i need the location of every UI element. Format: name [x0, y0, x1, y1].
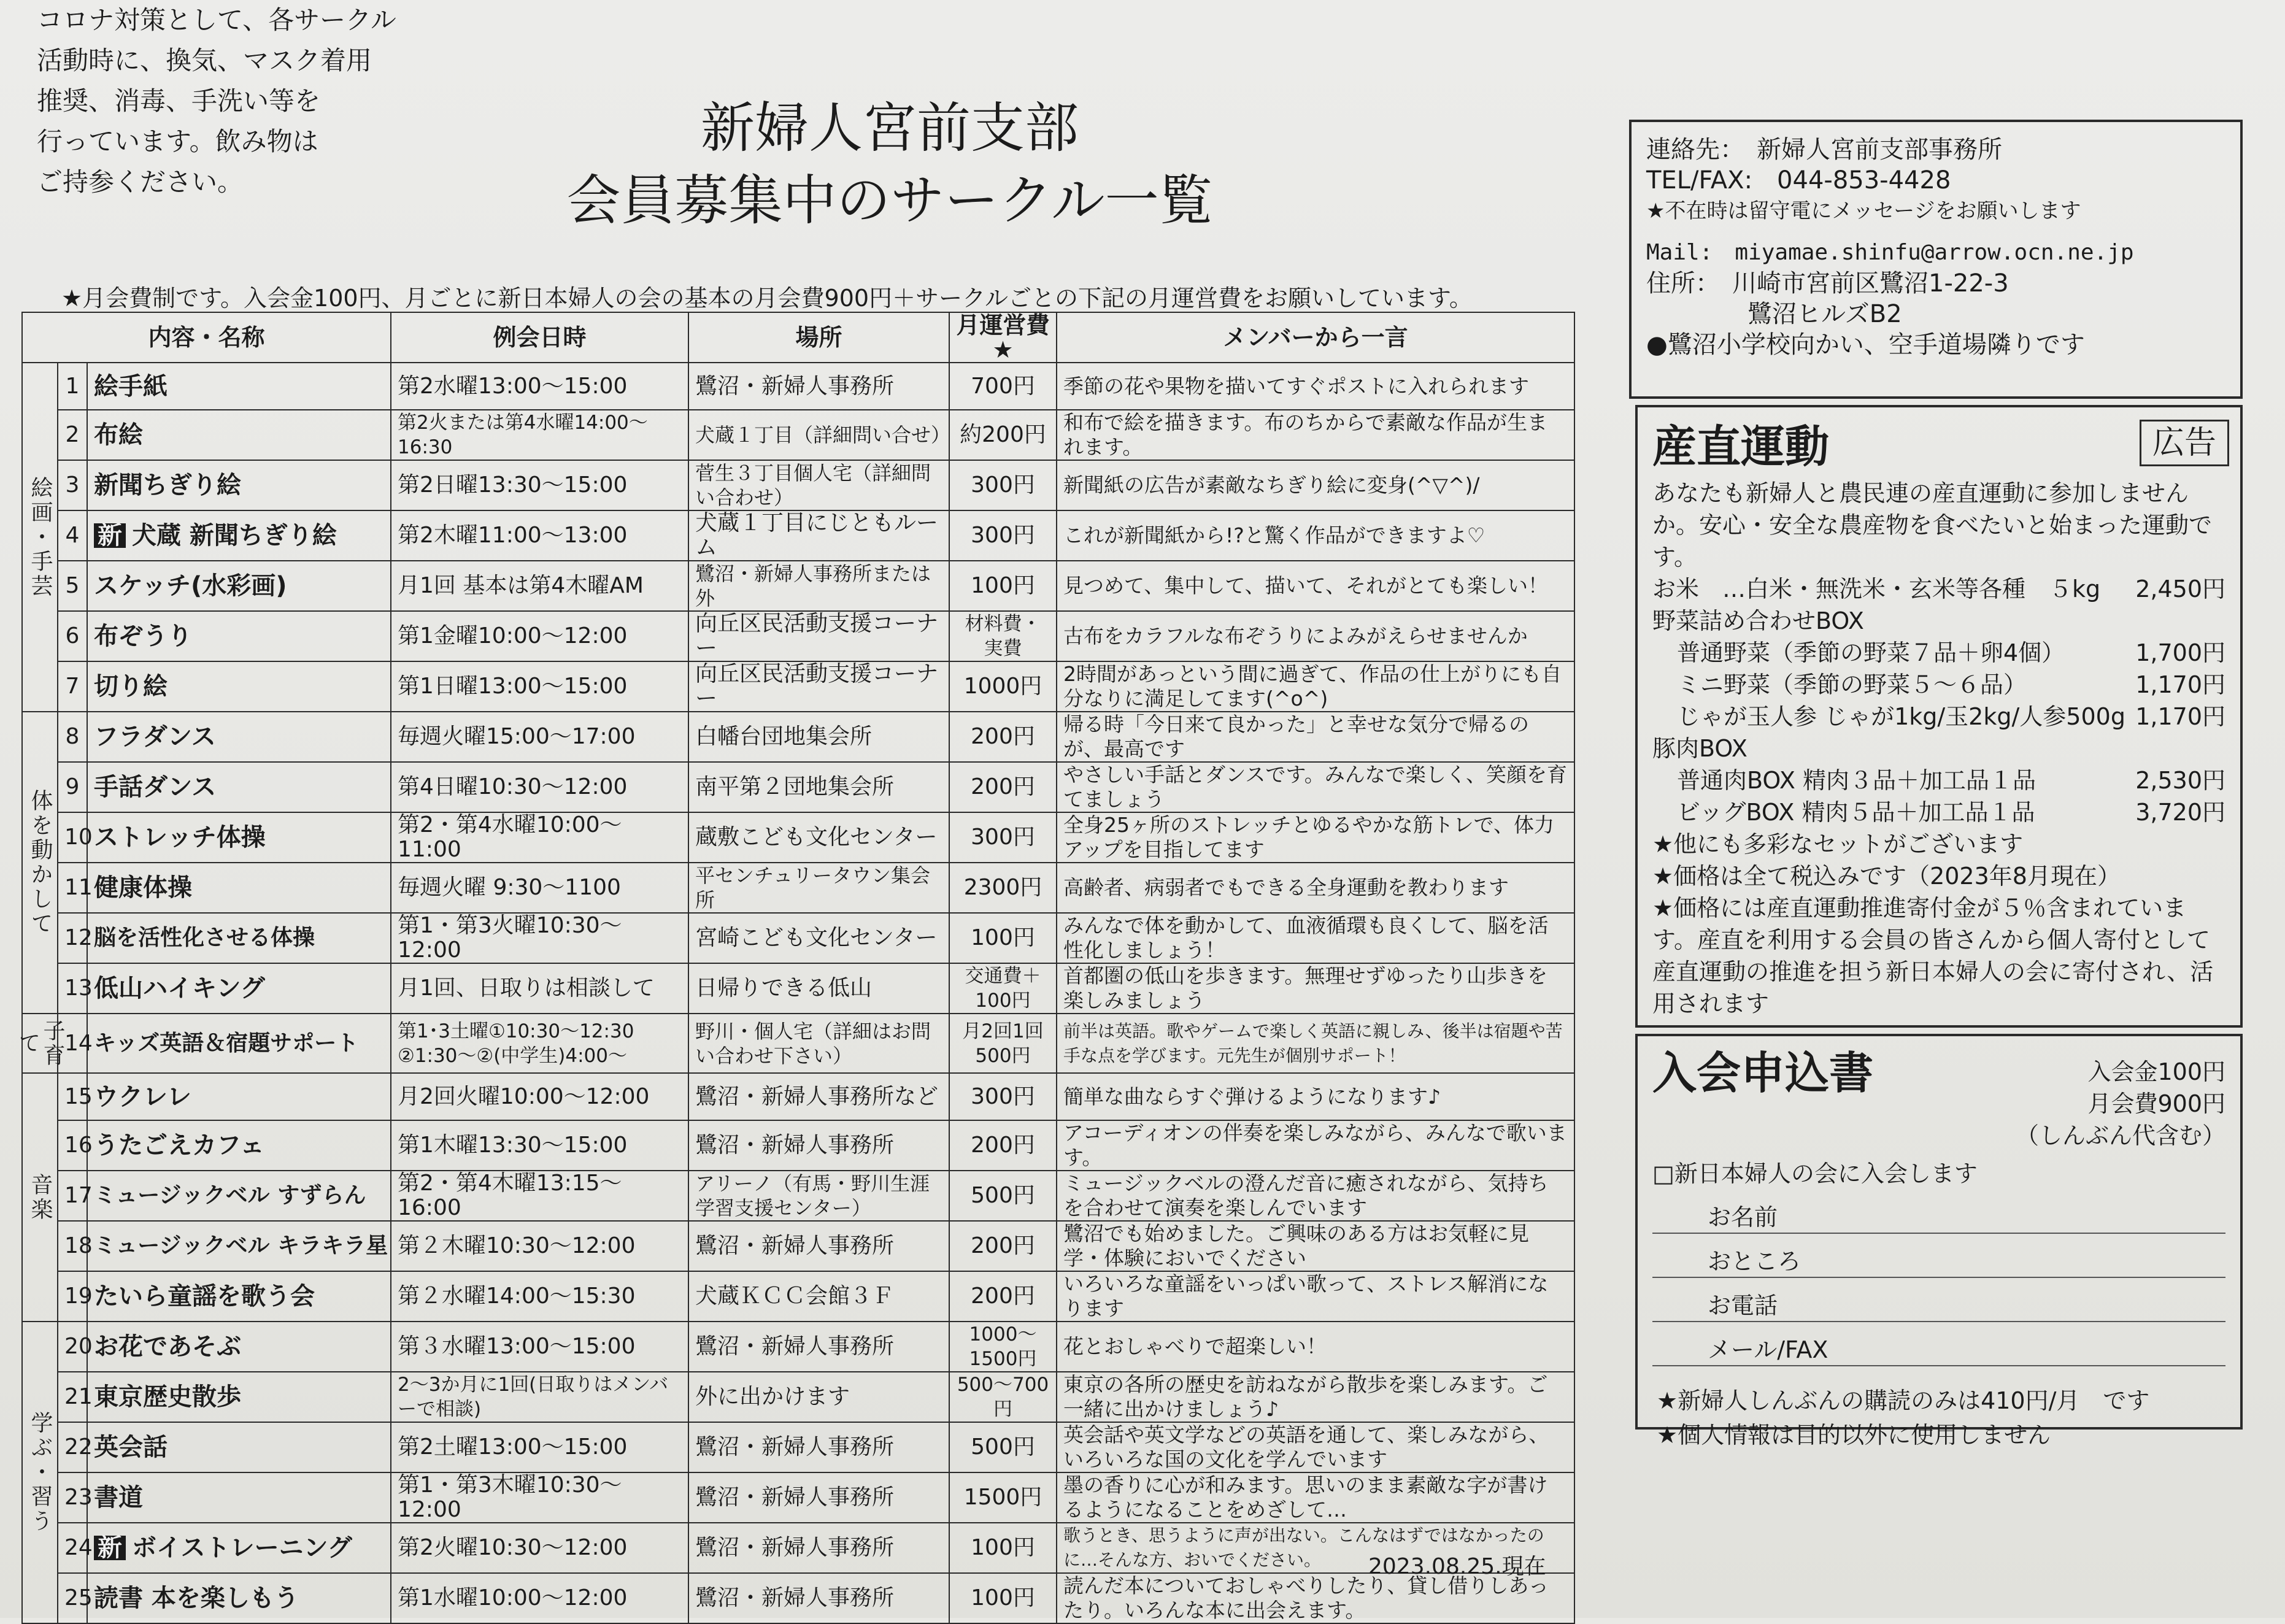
- category-cell: 音楽: [22, 1073, 58, 1322]
- page-title: [430, 92, 1350, 237]
- comment-cell: 全身25ヶ所のストレッチとゆるやかな筋トレで、体力アップを目指してます: [1057, 812, 1574, 863]
- table-row: [22, 1221, 1574, 1271]
- form-field[interactable]: お名前: [1652, 1190, 2225, 1234]
- table-row: [22, 762, 1574, 812]
- place-cell: 日帰りできる低山: [688, 963, 949, 1014]
- circle-name-text: 絵手紙: [94, 372, 168, 401]
- table-row: [22, 410, 1574, 460]
- application-notes: [1657, 1383, 2240, 1452]
- place-cell: 鷺沼・新婦人事務所: [688, 1523, 949, 1573]
- sanchoku-heading: 産直運動: [1652, 421, 1830, 472]
- table-row: [22, 1372, 1574, 1422]
- schedule-cell: 第4日曜10:30～12:00: [391, 762, 688, 812]
- comment-cell: 前半は英語。歌やゲームで楽しく英語に親しみ、後半は宿題や苦手な点を学びます。元先生が個別サポート！: [1057, 1014, 1574, 1073]
- form-field[interactable]: メール/FAX: [1652, 1322, 2225, 1366]
- fee-cell: 300円: [949, 1073, 1057, 1120]
- table-row: [22, 363, 1574, 410]
- price-label: ミニ野菜（季節の野菜５～６品）: [1677, 671, 2027, 698]
- sanchoku-note: ★価格には産直運動推進寄付金が５％含まれています。産直を利用する会員の皆さんから個人寄付として産直運動の推進を担う新日本婦人の会に寄付され、活用されます: [1652, 895, 2214, 1017]
- comment-cell: 首都圏の低山を歩きます。無理せずゆったり山歩きを楽しみましょう: [1057, 963, 1574, 1014]
- comment-cell: これが新聞紙から!?と驚く作品ができますよ♡: [1057, 510, 1574, 561]
- contact-address-building: 鷺沼ヒルズB2: [1747, 300, 1902, 328]
- fee-cell: 月2回1回500円: [949, 1014, 1057, 1073]
- sanchoku-note: ★価格は全て税込みです（2023年8月現在）: [1652, 863, 2121, 890]
- place-cell: 外に出かけます: [688, 1372, 949, 1422]
- comment-cell: アコーディオンの伴奏を楽しみながら、みんなで歌います。: [1057, 1120, 1574, 1171]
- sanchoku-intro: あなたも新婦人と農民連の産直運動に参加しませんか。安心・安全な農産物を食べたいと始まった運動です。: [1652, 480, 2213, 571]
- place-cell: 鷺沼・新婦人事務所: [688, 1422, 949, 1472]
- fee-cell: 1000～1500円: [949, 1322, 1057, 1372]
- schedule-cell: 第1･3土曜①10:30～12:30 ②1:30～②(中学生)4:00～: [391, 1014, 688, 1073]
- circle-name: [87, 363, 391, 410]
- comment-cell: 古布をカラフルな布ぞうりによみがえらせませんか: [1057, 611, 1574, 661]
- place-cell: 犬蔵１丁目にじともルーム: [688, 510, 949, 561]
- table-row: [22, 1120, 1574, 1171]
- schedule-cell: 第2・第4木曜13:15～16:00: [391, 1171, 688, 1221]
- row-number: 12: [58, 913, 87, 963]
- contact-absent-note: ★不在時は留守電にメッセージをお願いします: [1646, 199, 2081, 223]
- table-row: [22, 561, 1574, 611]
- row-number: 22: [58, 1422, 87, 1472]
- fee-cell: 200円: [949, 762, 1057, 812]
- fee-cell: 500～700円: [949, 1372, 1057, 1422]
- place-cell: 鷺沼・新婦人事務所: [688, 1120, 949, 1171]
- comment-cell: みんなで体を動かして、血液循環も良くして、脳を活性化しましょう！: [1057, 913, 1574, 963]
- row-number: 2: [58, 410, 87, 460]
- schedule-cell: 第1・第3火曜10:30～12:00: [391, 913, 688, 963]
- category-cell: 体を動かして: [22, 712, 58, 1014]
- row-number: 10: [58, 812, 87, 863]
- circle-name-text: お花であそぶ: [94, 1333, 241, 1361]
- schedule-cell: 毎週火曜15:00～17:00: [391, 712, 688, 762]
- circle-name: [87, 913, 391, 963]
- place-cell: 鷺沼・新婦人事務所: [688, 1573, 949, 1623]
- pork-price-list: [1652, 764, 2225, 828]
- comment-cell: やさしい手話とダンスです。みんなで楽しく、笑顔を育てましょう: [1057, 762, 1574, 812]
- circle-name: [87, 963, 391, 1014]
- place-cell: 犬蔵ＫＣＣ会館３Ｆ: [688, 1271, 949, 1322]
- price-row: [1652, 701, 2225, 733]
- as-of-date: 2023.08.25.現在: [1368, 1554, 1546, 1579]
- row-number: 1: [58, 363, 87, 410]
- comment-cell: 読んだ本についておしゃべりしたり、貸し借りしあったり。いろんな本に出会えます。: [1057, 1573, 1574, 1623]
- header-place: 場所: [688, 312, 949, 363]
- table-row: [22, 1472, 1574, 1523]
- table-row: [22, 1073, 1574, 1120]
- circle-name-text: 手話ダンス: [94, 773, 217, 801]
- comment-cell: 見つめて、集中して、描いて、それがとても楽しい！: [1057, 561, 1574, 611]
- schedule-cell: 第1・第3木曜10:30～12:00: [391, 1472, 688, 1523]
- place-cell: 向丘区民活動支援コーナー: [688, 611, 949, 661]
- title-line-2: 会員募集中のサークル一覧: [566, 169, 1213, 232]
- circle-name-text: うたごえカフェ: [94, 1131, 264, 1160]
- price-value: 2,450円: [2135, 575, 2225, 602]
- ad-tag: 広告: [2140, 420, 2229, 466]
- circle-name: [87, 410, 391, 460]
- schedule-cell: 第1日曜13:00～15:00: [391, 661, 688, 712]
- comment-cell: 墨の香りに心が和みます。思いのまま素敵な字が書けるようになることをめざして…: [1057, 1472, 1574, 1523]
- circle-table: [15, 312, 1575, 1624]
- price-row-rice: [1652, 573, 2225, 605]
- fee-cell: 200円: [949, 712, 1057, 762]
- fee-cell: 交通費＋100円: [949, 963, 1057, 1014]
- fee-cell: 500円: [949, 1422, 1057, 1472]
- place-cell: アリーノ（有馬・野川生涯学習支援センター）: [688, 1171, 949, 1221]
- schedule-cell: 毎週火曜 9:30～1100: [391, 863, 688, 913]
- schedule-cell: 第２木曜10:30～12:00: [391, 1221, 688, 1271]
- row-number: 3: [58, 460, 87, 510]
- circle-name-text: ミュージックベル キラキラ星: [94, 1233, 388, 1258]
- application-form: [1635, 1034, 2243, 1430]
- comment-cell: 季節の花や果物を描いてすぐポストに入れられます: [1057, 363, 1574, 410]
- schedule-cell: 第1水曜10:00～12:00: [391, 1573, 688, 1623]
- comment-cell: 花とおしゃべりで超楽しい！: [1057, 1322, 1574, 1372]
- row-number: 21: [58, 1372, 87, 1422]
- price-label: じゃが玉人参 じゃが1kg/玉2kg/人参500g: [1677, 703, 2125, 730]
- fee-cell: 500円: [949, 1171, 1057, 1221]
- circle-name-text: 脳を活性化させる体操: [94, 925, 315, 950]
- price-label: 普通野菜（季節の野菜７品＋卵4個）: [1677, 639, 2065, 666]
- circle-name-text: 切り絵: [94, 672, 168, 701]
- place-cell: 鷺沼・新婦人事務所: [688, 1472, 949, 1523]
- category-cell: 学ぶ・習う: [22, 1322, 58, 1623]
- circle-name: [87, 1372, 391, 1422]
- fee-cell: 300円: [949, 812, 1057, 863]
- comment-cell: 歌うとき、思うように声が出ない。こんなはずではなかったのに…そんな方、おいでください。: [1057, 1523, 1574, 1573]
- admission-fee: 入会金100円: [2087, 1058, 2225, 1085]
- place-cell: 鷺沼・新婦人事務所: [688, 1221, 949, 1271]
- row-number: 15: [58, 1073, 87, 1120]
- schedule-cell: 第2日曜13:30～15:00: [391, 460, 688, 510]
- comment-cell: いろいろな童謡をいっぱい歌って、ストレス解消になります: [1057, 1271, 1574, 1322]
- table-row: [22, 812, 1574, 863]
- circle-name: [87, 863, 391, 913]
- place-cell: 南平第２団地集会所: [688, 762, 949, 812]
- join-checkbox[interactable]: □新日本婦人の会に入会します: [1652, 1160, 1978, 1187]
- row-number: 20: [58, 1322, 87, 1372]
- header-name: 内容・名称: [22, 312, 391, 363]
- contact-address: 住所： 川崎市宮前区鷺沼1-22-3: [1646, 269, 2009, 298]
- schedule-cell: 第1木曜13:30～15:00: [391, 1120, 688, 1171]
- circle-name: [87, 1014, 391, 1073]
- contact-box: [1629, 120, 2243, 399]
- category-cell: 絵画・手芸: [22, 363, 58, 712]
- fee-cell: 材料費・実費: [949, 611, 1057, 661]
- new-badge: 新: [94, 523, 126, 548]
- veg-box-title: 野菜詰め合わせBOX: [1652, 607, 1864, 634]
- price-label: ビッグBOX 精肉５品＋加工品１品: [1677, 799, 2035, 826]
- circle-name: [87, 762, 391, 812]
- header-comment: メンバーから一言: [1057, 312, 1574, 363]
- price-value: 3,720円: [2135, 799, 2225, 826]
- table-header-row: [22, 312, 1574, 363]
- circle-name-text: ボイストレーニング: [132, 1534, 352, 1562]
- circle-name: [87, 611, 391, 661]
- row-number: 13: [58, 963, 87, 1014]
- new-badge: 新: [94, 1536, 126, 1560]
- application-heading: 入会申込書: [1652, 1047, 1874, 1099]
- price-row: [1652, 796, 2225, 828]
- comment-cell: 鷺沼でも始めました。ご興味のある方はお気軽に見学・体験においでください: [1057, 1221, 1574, 1271]
- price-label: 普通肉BOX 精肉３品＋加工品１品: [1677, 767, 2036, 794]
- schedule-cell: 月1回、日取りは相談して: [391, 963, 688, 1014]
- row-number: 14: [58, 1014, 87, 1073]
- circle-name-text: 書道: [94, 1484, 143, 1512]
- form-field[interactable]: お電話: [1652, 1278, 2225, 1322]
- schedule-cell: 第1金曜10:00～12:00: [391, 611, 688, 661]
- price-row: [1652, 637, 2225, 669]
- schedule-cell: 第2火曜10:30～12:00: [391, 1523, 688, 1573]
- price-row: [1652, 764, 2225, 796]
- schedule-cell: 月1回 基本は第4木曜AM: [391, 561, 688, 611]
- application-note: ★個人情報は目的以外に使用しません: [1657, 1422, 2051, 1449]
- monthly-fee-note: （しんぶん代含む）: [2015, 1122, 2225, 1149]
- price-row: [1652, 669, 2225, 701]
- circle-name-text: 布絵: [94, 421, 143, 449]
- table-row: [22, 863, 1574, 913]
- fee-cell: 200円: [949, 1120, 1057, 1171]
- place-cell: 向丘区民活動支援コーナー: [688, 661, 949, 712]
- place-cell: 野川・個人宅（詳細はお問い合わせ下さい）: [688, 1014, 949, 1073]
- fee-cell: 2300円: [949, 863, 1057, 913]
- header-schedule: 例会日時: [391, 312, 688, 363]
- fee-cell: 100円: [949, 1523, 1057, 1573]
- place-cell: 鷺沼・新婦人事務所など: [688, 1073, 949, 1120]
- fee-cell: 100円: [949, 1573, 1057, 1623]
- row-number: 5: [58, 561, 87, 611]
- table-row: [22, 1523, 1574, 1573]
- header-fee: 月運営費★: [949, 312, 1057, 363]
- circle-name: [87, 510, 391, 561]
- comment-cell: 東京の各所の歴史を訪ねながら散歩を楽しみます。ご一緒に出かけましょう♪: [1057, 1372, 1574, 1422]
- fee-cell: 100円: [949, 561, 1057, 611]
- comment-cell: ミュージックベルの澄んだ音に癒されながら、気持ちを合わせて演奏を楽しんでいます: [1057, 1171, 1574, 1221]
- fee-cell: 約200円: [949, 410, 1057, 460]
- circle-name: [87, 1271, 391, 1322]
- fee-cell: 1500円: [949, 1472, 1057, 1523]
- table-row: [22, 1322, 1574, 1372]
- sanchoku-ad-box: [1635, 405, 2243, 1028]
- contact-landmark: ●鷺沼小学校向かい、空手道場隣りです: [1646, 331, 2085, 359]
- circle-name-text: 犬蔵 新聞ちぎり絵: [132, 521, 337, 550]
- table-row: [22, 963, 1574, 1014]
- row-number: 25: [58, 1573, 87, 1623]
- table-row: [22, 1573, 1574, 1623]
- title-line-1: 新婦人宮前支部: [700, 96, 1079, 160]
- comment-cell: 英会話や英文学などの英語を通して、楽しみながら、いろいろな国の文化を学んでいます: [1057, 1422, 1574, 1472]
- fee-cell: 100円: [949, 913, 1057, 963]
- circle-name: [87, 1472, 391, 1523]
- category-cell: 子育て: [22, 1014, 58, 1073]
- circle-name-text: 英会話: [94, 1433, 168, 1461]
- row-number: 18: [58, 1221, 87, 1271]
- circle-name: [87, 1523, 391, 1573]
- circle-name: [87, 1120, 391, 1171]
- circle-name-text: 新聞ちぎり絵: [94, 471, 241, 499]
- circle-name-text: 健康体操: [94, 874, 192, 902]
- fee-cell: 700円: [949, 363, 1057, 410]
- place-cell: 鷺沼・新婦人事務所: [688, 1322, 949, 1372]
- table-row: [22, 661, 1574, 712]
- schedule-cell: 第２水曜14:00～15:30: [391, 1271, 688, 1322]
- circle-name: [87, 1073, 391, 1120]
- contact-mail[interactable]: Mail: miyamae.shinfu@arrow.ocn.ne.jp: [1646, 240, 2134, 265]
- table-row: [22, 913, 1574, 963]
- circle-name: [87, 812, 391, 863]
- row-number: 11: [58, 863, 87, 913]
- place-cell: 犬蔵１丁目（詳細問い合せ）: [688, 410, 949, 460]
- circle-name: [87, 1322, 391, 1372]
- row-number: 16: [58, 1120, 87, 1171]
- row-number: 9: [58, 762, 87, 812]
- table-row: [22, 1171, 1574, 1221]
- form-field[interactable]: おところ: [1652, 1234, 2225, 1278]
- schedule-cell: 第2火または第4水曜14:00～16:30: [391, 410, 688, 460]
- circle-name-text: キッズ英語＆宿題サポート: [94, 1030, 359, 1056]
- circle-name-text: 布ぞうり: [94, 622, 192, 650]
- circle-name-text: ウクレレ: [94, 1082, 191, 1111]
- form-fields: [1652, 1190, 2225, 1366]
- circle-name: [87, 1171, 391, 1221]
- comment-cell: 新聞紙の広告が素敵なちぎり絵に変身(^▽^)/: [1057, 460, 1574, 510]
- row-number: 23: [58, 1472, 87, 1523]
- circle-name: [87, 1221, 391, 1271]
- circle-name-text: 読書 本を楽しもう: [94, 1584, 299, 1612]
- price-label: お米 …白米・無洗米・玄米等各種 ５kg: [1652, 575, 2101, 602]
- price-value: 1,170円: [2135, 671, 2225, 698]
- schedule-cell: 第2土曜13:00～15:00: [391, 1422, 688, 1472]
- circle-name-text: ストレッチ体操: [94, 823, 266, 852]
- circle-name-text: 低山ハイキング: [94, 974, 265, 1002]
- place-cell: 宮崎こども文化センター: [688, 913, 949, 963]
- sanchoku-note: ★他にも多彩なセットがございます: [1652, 831, 2024, 858]
- circle-name: [87, 460, 391, 510]
- schedule-cell: 2～3か月に1回(日取りはメンバーで相談): [391, 1372, 688, 1422]
- fee-cell: 300円: [949, 460, 1057, 510]
- circle-name-text: 東京歴史散歩: [94, 1383, 241, 1411]
- circle-name-text: たいら童謡を歌う会: [94, 1282, 315, 1310]
- circle-name: [87, 1422, 391, 1472]
- table-row: [22, 1271, 1574, 1322]
- table-row: [22, 611, 1574, 661]
- contact-line: 連絡先： 新婦人宮前支部事務所: [1646, 136, 2002, 164]
- row-number: 4: [58, 510, 87, 561]
- place-cell: 菅生３丁目個人宅（詳細問い合わせ）: [688, 460, 949, 510]
- row-number: 19: [58, 1271, 87, 1322]
- circle-name: [87, 661, 391, 712]
- circle-name-text: スケッチ(水彩画): [94, 572, 287, 600]
- circle-name-text: フラダンス: [94, 723, 216, 751]
- table-row: [22, 1422, 1574, 1472]
- comment-cell: 和布で絵を描きます。布のちからで素敵な作品が生まれます。: [1057, 410, 1574, 460]
- fee-cell: 300円: [949, 510, 1057, 561]
- place-cell: 鷺沼・新婦人事務所または外: [688, 561, 949, 611]
- table-row: [22, 1014, 1574, 1073]
- row-number: 17: [58, 1171, 87, 1221]
- corona-notice: コロナ対策として、各サークル 活動時に、換気、マスク着用 推奨、消毒、手洗い等を 行っています。飲み物は ご持参ください。: [37, 5, 396, 197]
- fee-cell: 1000円: [949, 661, 1057, 712]
- place-cell: 鷺沼・新婦人事務所: [688, 363, 949, 410]
- row-number: 7: [58, 661, 87, 712]
- monthly-fee: 月会費900円: [2087, 1090, 2225, 1117]
- fee-cell: 200円: [949, 1221, 1057, 1271]
- fee-cell: 200円: [949, 1271, 1057, 1322]
- row-number: 6: [58, 611, 87, 661]
- comment-cell: 2時間があっという間に過ぎて、作品の仕上がりにも自分なりに満足してます(^o^): [1057, 661, 1574, 712]
- comment-cell: 簡単な曲ならすぐ弾けるようになります♪: [1057, 1073, 1574, 1120]
- row-number: 8: [58, 712, 87, 762]
- circle-name-text: ミュージックベル すずらん: [94, 1183, 366, 1208]
- comment-cell: 帰る時「今日来て良かった」と幸せな気分で帰るのが、最高です: [1057, 712, 1574, 762]
- schedule-cell: 第2木曜11:00～13:00: [391, 510, 688, 561]
- fee-notice: ★月会費制です。入会金100円、月ごとに新日本婦人の会の基本の月会費900円＋サークルごとの下記の月運営費をお願いしています。: [61, 285, 1473, 312]
- price-value: 1,700円: [2135, 639, 2225, 666]
- price-value: 2,530円: [2135, 767, 2225, 794]
- schedule-cell: 第2・第4水曜10:00～11:00: [391, 812, 688, 863]
- place-cell: 白幡台団地集会所: [688, 712, 949, 762]
- row-number: 24: [58, 1523, 87, 1573]
- pork-box-title: 豚肉BOX: [1652, 735, 1747, 762]
- circle-name: [87, 561, 391, 611]
- application-note: ★新婦人しんぶんの購読のみは410円/月 です: [1657, 1387, 2150, 1414]
- contact-tel: TEL/FAX: 044-853-4428: [1646, 166, 1951, 194]
- veg-price-list: [1652, 637, 2225, 733]
- table-row: [22, 712, 1574, 762]
- place-cell: 平センチュリータウン集会所: [688, 863, 949, 913]
- comment-cell: 高齢者、病弱者でもできる全身運動を教わります: [1057, 863, 1574, 913]
- price-value: 1,170円: [2135, 703, 2225, 730]
- schedule-cell: 第３水曜13:00～15:00: [391, 1322, 688, 1372]
- circle-name: [87, 1573, 391, 1623]
- table-row: [22, 510, 1574, 561]
- sanchoku-notes: [1652, 828, 2225, 1020]
- schedule-cell: 第2水曜13:00～15:00: [391, 363, 688, 410]
- place-cell: 蔵敷こども文化センター: [688, 812, 949, 863]
- table-row: [22, 460, 1574, 510]
- circle-name: [87, 712, 391, 762]
- schedule-cell: 月2回火曜10:00～12:00: [391, 1073, 688, 1120]
